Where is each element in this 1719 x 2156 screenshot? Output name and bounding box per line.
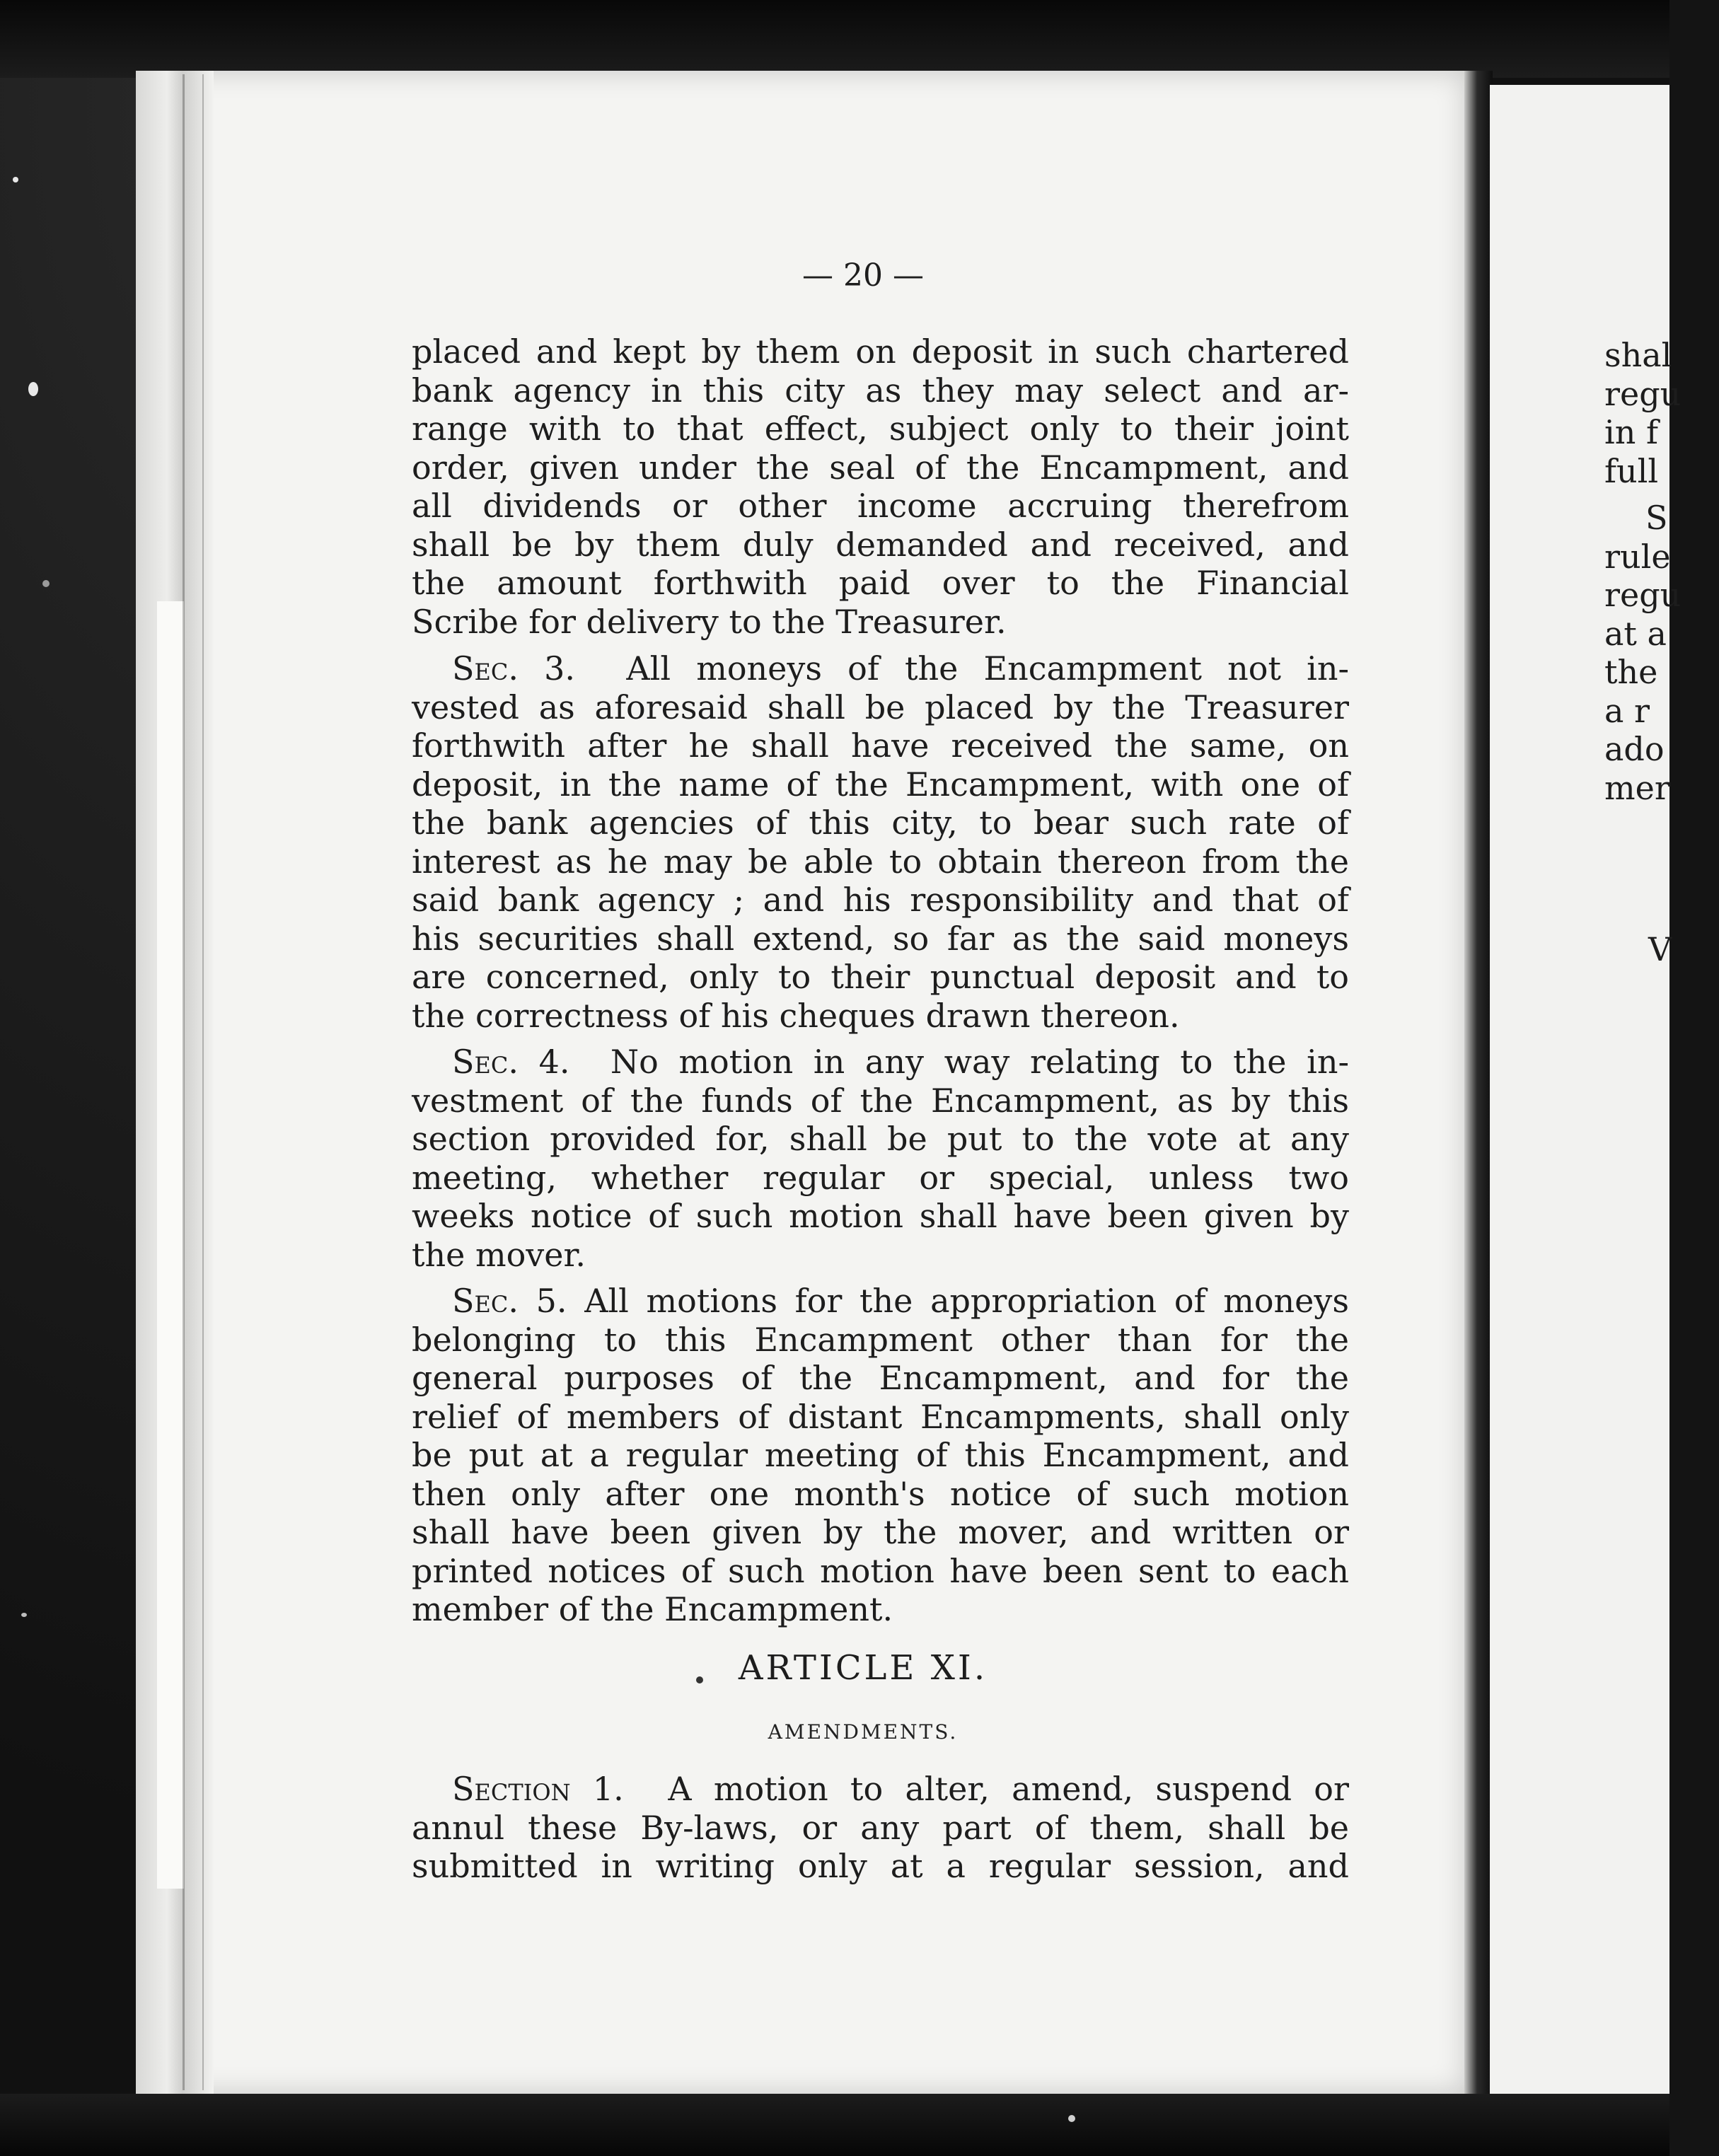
text-line: annul these By-laws, or any part of them, shall be <box>412 1808 1349 1847</box>
text-line-content: No motion in any way relating to the in- <box>610 1043 1349 1081</box>
book-gutter <box>1464 71 1493 2094</box>
text-line: all dividends or other income accruing therefrom <box>412 487 1349 525</box>
section-5-paragraph <box>412 1282 1349 1629</box>
scan-speck <box>13 177 18 182</box>
right-page-text-middle <box>1604 499 1682 807</box>
text-line: meeting, whether regular or special, unless two <box>412 1158 1349 1197</box>
text-fragment: a r <box>1604 691 1650 730</box>
text-line: order, given under the seal of the Encampment, and <box>412 448 1349 487</box>
text-line <box>412 1770 1349 1809</box>
text-line: shall have been given by the mover, and written or <box>412 1513 1349 1551</box>
section-label: Section 1. <box>452 1770 624 1808</box>
text-line: said bank agency ; and his responsibility and that of <box>412 881 1349 919</box>
text-line-content: A motion to alter, amend, suspend or <box>668 1770 1349 1808</box>
scan-speck <box>1068 2115 1075 2122</box>
text-fragment: ado <box>1604 730 1665 768</box>
text-fragment: regu <box>1604 374 1682 413</box>
text-line-content: All moneys of the Encampment not in- <box>626 649 1349 688</box>
page-edge-strip <box>157 601 184 1889</box>
text-line: the amount forthwith paid over to the Financial <box>412 564 1349 602</box>
section-4-paragraph <box>412 1043 1349 1274</box>
text-line: vested as aforesaid shall be placed by the Treasurer <box>412 688 1349 726</box>
text-line: then only after one month's notice of such motion <box>412 1474 1349 1513</box>
text-line: printed notices of such motion have been sent to each <box>412 1551 1349 1590</box>
article-heading: ARTICLE XI. <box>738 1648 988 1688</box>
text-fragment: mer <box>1604 768 1670 807</box>
text-line: submitted in writing only at a regular session, and <box>412 1847 1349 1885</box>
text-fragment: full <box>1604 451 1659 490</box>
article-11-section-1-paragraph <box>412 1770 1349 1886</box>
text-line <box>412 649 1349 688</box>
text-line: range with to that effect, subject only to their joint <box>412 410 1349 448</box>
page-number: — 20 — <box>802 257 924 294</box>
text-line: member of the Encampment. <box>412 1590 893 1628</box>
right-page-text-top <box>1604 336 1682 490</box>
text-line: vestment of the funds of the Encampment, as by this <box>412 1081 1349 1120</box>
text-line: bank agency in this city as they may select and ar- <box>412 371 1349 410</box>
section-label: Sec. 5. <box>452 1282 567 1320</box>
text-line: the correctness of his cheques drawn thereon. <box>412 996 1180 1035</box>
text-line-content: All motions for the appropriation of moneys <box>584 1282 1349 1320</box>
text-fragment: V <box>1648 930 1672 968</box>
scan-bottom-border <box>0 2094 1669 2156</box>
text-fragment: shal <box>1604 336 1672 374</box>
article-subheading: AMENDMENTS. <box>768 1720 959 1744</box>
text-fragment: S <box>1645 499 1668 537</box>
section-3-paragraph <box>412 649 1349 1035</box>
scan-speck <box>21 1613 27 1617</box>
text-line: are concerned, only to their punctual deposit and to <box>412 958 1349 996</box>
right-page-heading-fragment <box>1648 930 1719 969</box>
scan-top-border <box>0 0 1669 78</box>
text-line: the mover. <box>412 1235 586 1274</box>
text-line: placed and kept by them on deposit in such chartered <box>412 332 1349 371</box>
text-line: relief of members of distant Encampments, shall only <box>412 1397 1349 1436</box>
scan-speck <box>28 382 38 396</box>
text-line: his securities shall extend, so far as the said moneys <box>412 919 1349 958</box>
text-line: Scribe for delivery to the Treasurer. <box>412 602 1007 641</box>
text-line <box>412 1043 1349 1082</box>
text-fragment: rule <box>1604 537 1671 576</box>
text-line: weeks notice of such motion shall have been given by <box>412 1197 1349 1235</box>
text-line: shall be by them duly demanded and received, and <box>412 525 1349 564</box>
text-line <box>412 1282 1349 1321</box>
text-line: deposit, in the name of the Encampment, with one of <box>412 765 1349 804</box>
text-line: general purposes of the Encampment, and for the <box>412 1359 1349 1397</box>
text-line: belonging to this Encampment other than for the <box>412 1320 1349 1359</box>
text-line: section provided for, shall be put to the vote at any <box>412 1120 1349 1158</box>
section-label: Sec. 3. <box>452 649 576 688</box>
text-fragment: at a <box>1604 614 1667 653</box>
text-line: the bank agencies of this city, to bear such rate of <box>412 804 1349 842</box>
text-fragment: regu <box>1604 576 1682 614</box>
text-line: be put at a regular meeting of this Encampment, and <box>412 1436 1349 1474</box>
scan-speck <box>42 580 50 587</box>
text-fragment: the <box>1604 653 1658 691</box>
paragraph-continuation <box>412 332 1349 641</box>
text-line: interest as he may be able to obtain thereon from the <box>412 842 1349 881</box>
text-line: forthwith after he shall have received the same, on <box>412 726 1349 765</box>
text-fragment: in f <box>1604 413 1658 451</box>
section-label: Sec. 4. <box>452 1043 570 1081</box>
page-edge-line <box>202 74 204 2090</box>
